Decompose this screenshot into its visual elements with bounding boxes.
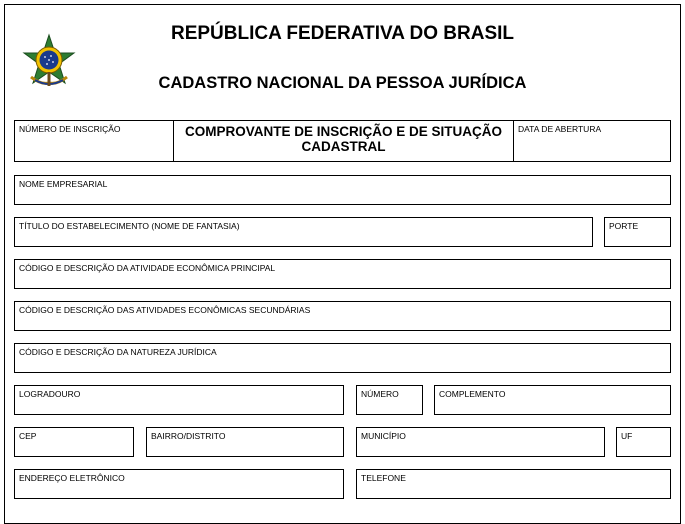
complemento-label: COMPLEMENTO — [439, 389, 506, 399]
endereco-eletronico-field — [14, 469, 344, 499]
municipio-label: MUNICÍPIO — [361, 431, 406, 441]
logradouro-label: LOGRADOURO — [19, 389, 81, 399]
atividades-secundarias-field — [14, 301, 671, 331]
comprovante-title-box — [173, 120, 514, 162]
porte-label: PORTE — [609, 221, 639, 231]
page-title: REPÚBLICA FEDERATIVA DO BRASIL — [170, 23, 515, 44]
numero-field — [356, 385, 423, 415]
titulo-estabelecimento-label: TÍTULO DO ESTABELECIMENTO (NOME DE FANTASIA) — [19, 221, 240, 231]
numero-inscricao-field — [14, 120, 174, 162]
telefone-label: TELEFONE — [361, 473, 406, 483]
natureza-juridica-label: CÓDIGO E DESCRIÇÃO DA NATUREZA JURÍDICA — [19, 347, 217, 357]
numero-inscricao-label: NÚMERO DE INSCRIÇÃO — [19, 124, 121, 134]
uf-label: UF — [621, 431, 633, 441]
titulo-estabelecimento-field — [14, 217, 593, 247]
bairro-field — [146, 427, 344, 457]
logradouro-field — [14, 385, 344, 415]
natureza-juridica-field — [14, 343, 671, 373]
endereco-eletronico-label: ENDEREÇO ELETRÔNICO — [19, 473, 125, 483]
bairro-label: BAIRRO/DISTRITO — [151, 431, 226, 441]
atividade-principal-label: CÓDIGO E DESCRIÇÃO DA ATIVIDADE ECONÔMICA PRINCIPAL — [19, 263, 276, 273]
nome-empresarial-field — [14, 175, 671, 205]
nome-empresarial-label: NOME EMPRESARIAL — [19, 179, 108, 189]
uf-field — [616, 427, 671, 457]
data-abertura-field — [513, 120, 671, 162]
porte-field — [604, 217, 671, 247]
municipio-field — [356, 427, 605, 457]
page-subtitle: CADASTRO NACIONAL DA PESSOA JURÍDICA — [158, 74, 527, 92]
data-abertura-label: DATA DE ABERTURA — [518, 124, 602, 134]
cep-field — [14, 427, 134, 457]
atividade-principal-field — [14, 259, 671, 289]
telefone-field — [356, 469, 671, 499]
comprovante-title: COMPROVANTE DE INSCRIÇÃO E DE SITUAÇÃO CADASTRAL — [184, 124, 503, 154]
numero-label: NÚMERO — [361, 389, 399, 399]
cep-label: CEP — [19, 431, 37, 441]
atividades-secundarias-label: CÓDIGO E DESCRIÇÃO DAS ATIVIDADES ECONÔMICAS SECUNDÁRIAS — [19, 305, 311, 315]
complemento-field — [434, 385, 671, 415]
